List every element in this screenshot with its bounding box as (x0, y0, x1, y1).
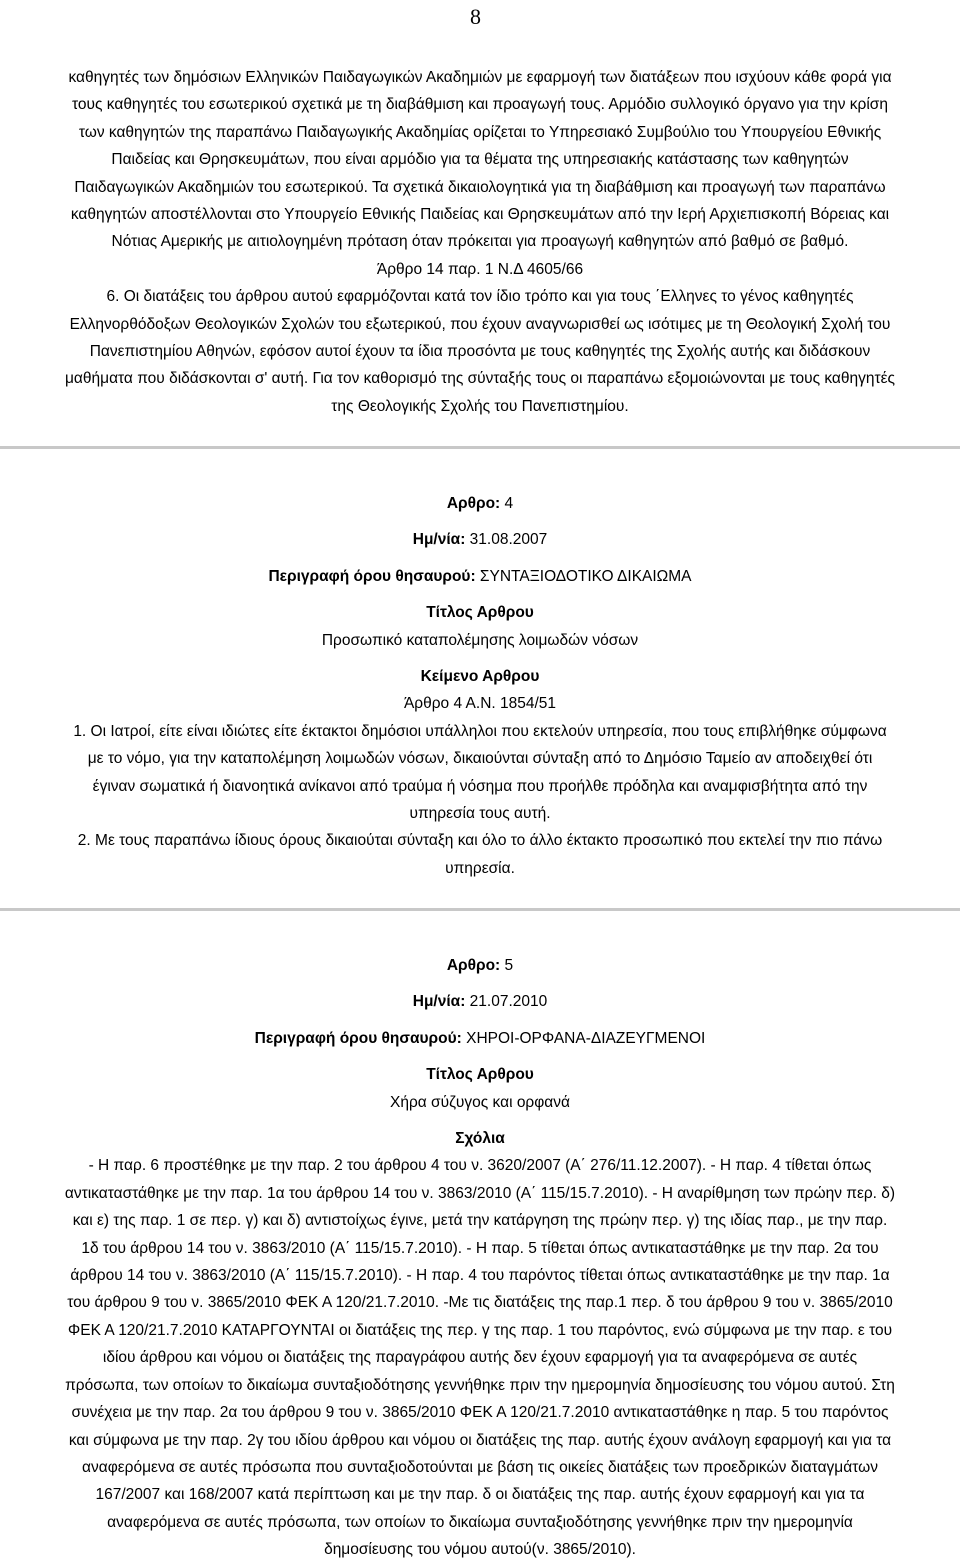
page-number: 8 (470, 4, 481, 29)
article-text (6, 690, 954, 882)
text-line: δημοσίευσης του νόμου αυτού(ν. 3865/2010). (324, 1541, 636, 1559)
text-line: Πανεπιστημίου Αθηνών, εφόσον αυτοί έχουν τα ίδια προσόντα με τους καθηγητές της Σχολής αυτής και διδάσκουν (89, 343, 871, 361)
text-line: υπηρεσία τους αυτή. (409, 805, 551, 823)
article-label: Αρθρο: (446, 495, 501, 512)
comments-text (6, 1152, 954, 1563)
article-5 (6, 952, 954, 1564)
title-heading: Τίτλος Αρθρου (426, 1066, 534, 1084)
text-line: Παιδείας και Θρησκευμάτων, που είναι αρμόδιο για τα θέματα της υπηρεσιακής κατάστασης των καθηγητών (111, 151, 849, 169)
thesaurus-value: ΣΥΝΤΑΞΙΟΔΟΤΙΚΟ ΔΙΚΑΙΩΜΑ (479, 567, 692, 585)
date-label: Ημ/νία: (412, 993, 466, 1011)
comments-heading: Σχόλια (455, 1130, 505, 1148)
text-line: και σύμφωνα με την παρ. 2γ του ιδίου άρθρου και νόμου οι διατάξεις της παρ. αυτής έχουν ανάλογη εφαρμογή και για τα (68, 1431, 892, 1449)
section-divider (0, 446, 960, 449)
article-number: 5 (504, 957, 514, 974)
text-line: 2. Με τους παραπάνω ίδιους όρους δικαιούται σύνταξη και όλο το άλλο έκτακτο προσωπικό που εκτελεί την πιο πάνω (77, 832, 883, 850)
text-line: του άρθρου 9 του ν. 3865/2010 ΦΕΚ Α 120/21.7.2010. -Με τις διατάξεις της παρ.1 περ. δ του άρθρου 9 του ν. 3865/2010 (67, 1294, 893, 1312)
text-line: μαθήματα που διδάσκονται σ' αυτή. Για τον καθορισμό της σύνταξής τους οι παραπάνω εξομοιώνονται με τους καθηγητές (65, 370, 895, 388)
article-label: Αρθρο: (446, 957, 501, 974)
title-value: Προσωπικό καταπολέμησης λοιμωδών νόσων (321, 631, 639, 649)
text-line: αναφερόμενα σε αυτές πρόσωπα, των οποίων το δικαίωμα συνταξιοδότησης γεννήθηκε πριν την ημερομηνία (107, 1513, 853, 1531)
thesaurus-label: Περιγραφή όρου θησαυρού: (268, 567, 476, 585)
thesaurus-row (6, 563, 954, 590)
text-line: και ε) της παρ. 1 σε περ. γ) και δ) αντιστοίχως έγινε, μετά την κατάργηση της πρώην περ. γ) της ιδίας παρ., με την παρ. (72, 1212, 888, 1230)
title-value: Χήρα σύζυγος και ορφανά (390, 1093, 570, 1111)
date-value: 31.08.2007 (469, 531, 548, 549)
text-line: 1. Οι Ιατροί, είτε είναι ιδιώτες είτε έκτακτοι δημόσιοι υπάλληλοι που εκτελούν υπηρεσία, που τους επιβλήθηκε σύμφωνα (73, 722, 887, 740)
intro-text (6, 64, 954, 420)
date-row (6, 526, 954, 553)
article-number-row (6, 952, 954, 979)
text-line: Νότιας Αμερικής με αιτιολογημένη πρόταση όταν πρόκειται για προαγωγή καθηγητών από βαθμό σε βαθμό. (111, 233, 849, 251)
thesaurus-value: ΧΗΡΟΙ-ΟΡΦΑΝΑ-ΔΙΑΖΕΥΓΜΕΝΟΙ (466, 1029, 706, 1047)
text-line: Άρθρο 4 Α.Ν. 1854/51 (403, 695, 557, 713)
text-heading: Κείμενο Αρθρου (420, 668, 540, 686)
section-divider (0, 908, 960, 911)
text-line: καθηγητών αποστέλλονται στο Υπουργείο Εθνικής Παιδείας και Θρησκευμάτων από την Ιερή Αρχιεπισκοπή Βόρειας και (70, 206, 890, 224)
text-line: των καθηγητών της παραπάνω Παιδαγωγικής Ακαδημίας ορίζεται το Υπηρεσιακό Συμβούλιο του Υπουργείου Εθνικής (78, 123, 882, 141)
article-number: 4 (504, 495, 514, 512)
title-heading: Τίτλος Αρθρου (426, 604, 534, 622)
text-line: Άρθρο 14 παρ. 1 Ν.Δ 4605/66 (376, 260, 584, 278)
text-line: Παιδαγωγικών Ακαδημιών του εσωτερικού. Τα σχετικά δικαιολογητικά για τη διαβάθμιση και προαγωγή των παραπάνω (74, 178, 886, 196)
text-line: άρθρου 14 του ν. 3863/2010 (Α΄ 115/15.7.2010). - Η παρ. 4 του παρόντος τίθεται όπως αντικαταστάθηκε με την παρ. 1α (70, 1267, 890, 1285)
text-line: καθηγητές των δημόσιων Ελληνικών Παιδαγωγικών Ακαδημιών με εφαρμογή των διατάξεων που ισχύουν κάθε φορά για (68, 69, 892, 86)
text-line: Ελληνορθόδοξων Θεολογικών Σχολών του εξωτερικού, που έχουν αναγνωρισθεί ως ισότιμες με τη Θεολογική Σχολή του (69, 315, 891, 333)
date-label: Ημ/νία: (412, 531, 466, 549)
date-row (6, 988, 954, 1015)
text-line: συνέχεια με την παρ. 2α του άρθρου 9 του ν. 3865/2010 ΦΕΚ Α 120/21.7.2010 αντικαταστάθηκε η παρ. 5 του παρόντος (71, 1404, 889, 1422)
text-line: αντικαταστάθηκε με την παρ. 1α του άρθρου 14 του ν. 3863/2010 (Α΄ 115/15.7.2010). - Η αναρίθμηση των πρώην περ. δ) (64, 1184, 896, 1202)
text-line: αναφερόμενα σε αυτές πρόσωπα που συνταξιοδοτούνται με βάση τις οικείες διατάξεις των προεδρικών διαταγμάτων (82, 1458, 878, 1476)
text-line: 167/2007 και 168/2007 κατά περίπτωση και με την παρ. δ οι διατάξεις της παρ. αυτής έχουν εφαρμογή και για τα (95, 1486, 865, 1504)
date-value: 21.07.2010 (469, 993, 548, 1011)
text-line: 6. Οι διατάξεις του άρθρου αυτού εφαρμόζονται κατά τον ίδιο τρόπο και για τους ΄Ελληνες το γένος καθηγητές (106, 288, 854, 306)
text-line: 1δ του άρθρου 14 του ν. 3863/2010 (Α΄ 115/15.7.2010). - Η παρ. 5 τίθεται όπως αντικαταστάθηκε με την παρ. 2α του (81, 1239, 879, 1257)
text-line: της Θεολογικής Σχολής του Πανεπιστημίου. (331, 397, 629, 415)
text-line: ΦΕΚ Α 120/21.7.2010 ΚΑΤΑΡΓΟΥΝΤΑΙ οι διατάξεις της περ. γ της παρ. 1 του παρόντος, ενώ σύμφωνα με την παρ. ε του (67, 1321, 893, 1339)
text-line: - Η παρ. 6 προστέθηκε με την παρ. 2 του άρθρου 4 του ν. 3620/2007 (Α΄ 276/11.12.2007). - Η παρ. 4 τίθεται όπως (88, 1157, 872, 1175)
text-line: έγιναν σωματικά ή διανοητικά ανίκανοι από τραύμα ή νόσημα που προήλθε πρόδηλα και αναμφισβήτητα από την (92, 777, 868, 795)
text-line: πρόσωπα, των οποίων το δικαίωμα συνταξιοδότησης γεννήθηκε πριν την ημερομηνία δημοσίευσης του νόμου αυτού. Στη (65, 1376, 895, 1394)
text-line: με το νόμο, για την καταπολέμηση λοιμωδών νόσων, δικαιούνται σύνταξη από το Δημόσιο Ταμείο αν αποδειχθεί ότι (87, 750, 873, 768)
text-line: ιδίου άρθρου και νόμου οι διατάξεις της παραγράφου αυτής δεν έχουν εφαρμογή για τα αναφερόμενα σε αυτές (102, 1349, 858, 1367)
text-line: υπηρεσία. (445, 859, 515, 877)
article-number-row (6, 490, 954, 517)
thesaurus-row (6, 1025, 954, 1052)
text-line: τους καθηγητές του εσωτερικού σχετικά με τη διαβάθμιση και προαγωγή τους. Αρμόδιο συλλογικό όργανο για την κρίση (72, 96, 888, 114)
thesaurus-label: Περιγραφή όρου θησαυρού: (254, 1029, 462, 1047)
article-4 (6, 490, 954, 882)
